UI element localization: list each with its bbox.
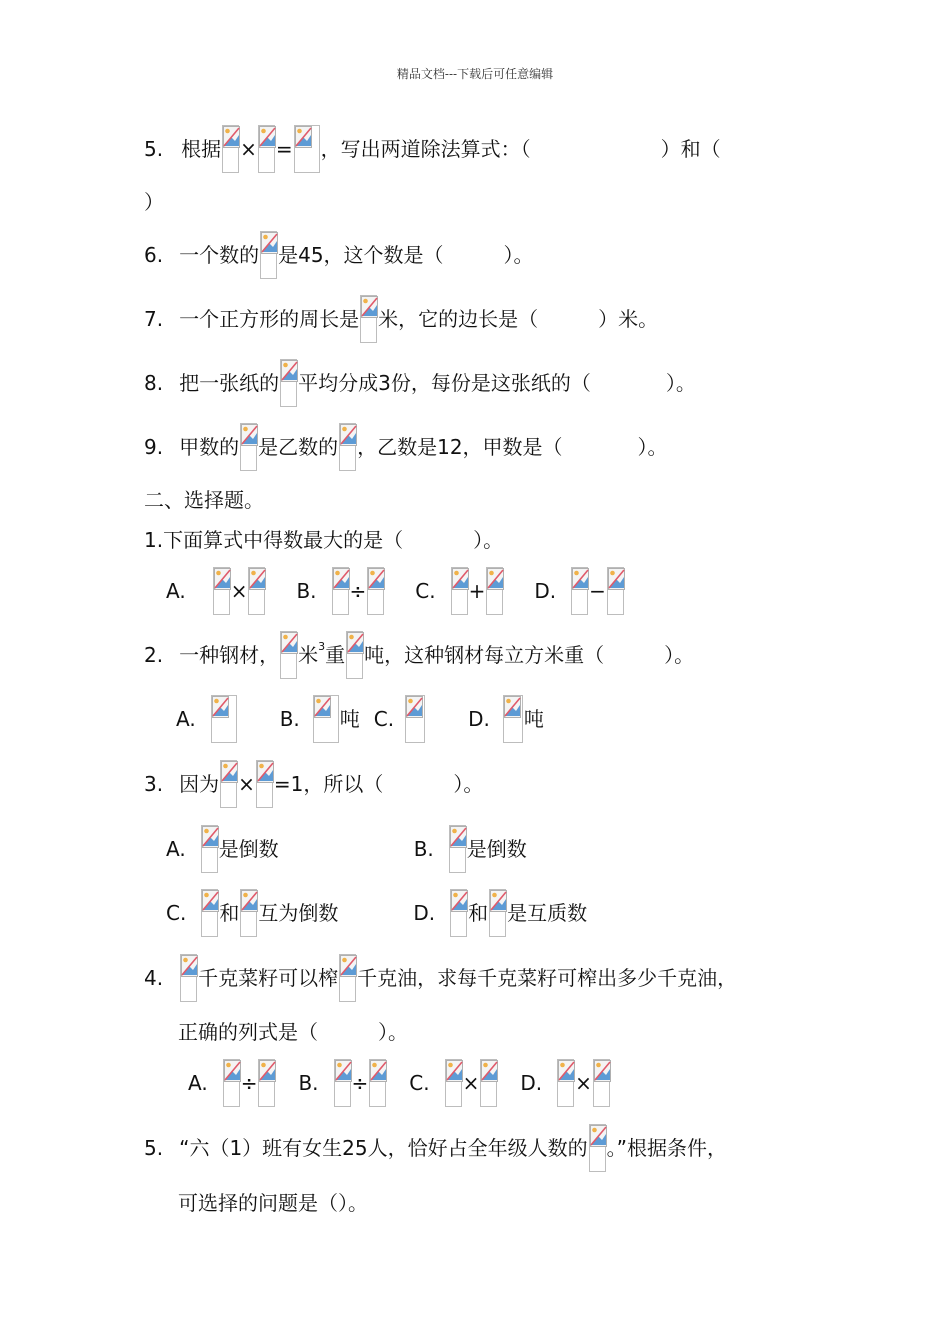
option-text: 是互质数 — [507, 901, 588, 925]
question-text: 是乙数的 — [258, 435, 339, 459]
choice-1-options — [166, 567, 625, 615]
question-text: 因为 — [179, 772, 220, 796]
fraction-image-icon — [480, 1059, 497, 1107]
question-text: 正确的列式是（ — [178, 1020, 318, 1044]
question-number: 7. — [144, 307, 164, 331]
question-number: 5. — [144, 1136, 164, 1160]
question-text: 吨，这种钢材每立方米重（ — [364, 643, 605, 667]
question-text: 甲数的 — [179, 435, 240, 459]
question-text: 米，它的边长是（ — [378, 307, 539, 331]
option-label-d: D. — [413, 901, 436, 925]
fraction-image-icon — [294, 125, 320, 173]
fraction-image-icon — [313, 695, 339, 743]
choice-question-3 — [144, 760, 483, 808]
choice-3-options-ab — [166, 825, 527, 873]
question-text: 可选择的问题是（）。 — [178, 1191, 368, 1215]
question-text: 一种钢材， — [179, 643, 280, 667]
question-text: ，写出两道除法算式：（ — [320, 137, 531, 161]
fraction-image-icon — [180, 954, 197, 1002]
fraction-image-icon — [557, 1059, 574, 1107]
question-text: ，乙数是12，甲数是（ — [357, 435, 563, 459]
option-label-a: A. — [188, 1071, 208, 1095]
question-text: 1.下面算式中得数最大的是（ — [144, 528, 404, 552]
question-text: 重 — [325, 643, 346, 667]
question-5 — [144, 125, 721, 173]
question-text: =1，所以（ — [273, 772, 384, 796]
option-label-b: B. — [279, 707, 300, 731]
fraction-image-icon — [339, 423, 356, 471]
option-label-d: D. — [534, 579, 557, 603]
fraction-image-icon — [369, 1059, 386, 1107]
option-label-b: B. — [298, 1071, 319, 1095]
fraction-image-icon — [607, 567, 624, 615]
choice-4-options — [188, 1059, 611, 1107]
fraction-image-icon — [346, 631, 363, 679]
unit-text: 吨 — [339, 707, 360, 731]
question-number: 9. — [144, 435, 164, 459]
fraction-image-icon — [240, 889, 257, 937]
choice-2-options — [176, 695, 544, 743]
fraction-image-icon — [332, 567, 349, 615]
question-text: 平均分成3份，每份是这张纸的（ — [298, 371, 591, 395]
fraction-image-icon — [486, 567, 503, 615]
closing-paren: ） — [144, 190, 164, 214]
question-number: 3. — [144, 772, 164, 796]
question-number: 8. — [144, 371, 164, 395]
fraction-image-icon — [593, 1059, 610, 1107]
question-text: ）。 — [664, 643, 695, 667]
page-header: 精品文档---下载后可任意编辑 — [396, 67, 554, 81]
fraction-image-icon — [445, 1059, 462, 1107]
question-text: 把一张纸的 — [179, 371, 280, 395]
question-text: 千克菜籽可以榨 — [198, 966, 339, 990]
question-text: 千克油，求每千克菜籽可榨出多少千克油， — [357, 966, 738, 990]
fraction-image-icon — [450, 889, 467, 937]
choice-question-4-line-2 — [178, 1017, 408, 1047]
option-text: 和 — [468, 901, 489, 925]
operator: × — [575, 1071, 592, 1095]
option-text: 是倒数 — [466, 837, 527, 861]
fraction-image-icon — [489, 889, 506, 937]
option-label-b: B. — [413, 837, 434, 861]
fraction-image-icon — [211, 695, 237, 743]
operator: + — [468, 579, 486, 603]
fraction-image-icon — [201, 825, 218, 873]
question-text: ）和（ — [660, 137, 721, 161]
superscript: 3 — [318, 640, 326, 653]
question-text: 是45，这个数是（ — [278, 243, 444, 267]
fraction-image-icon — [334, 1059, 351, 1107]
fraction-image-icon — [280, 631, 297, 679]
operator: ÷ — [240, 1071, 258, 1095]
choice-question-5 — [144, 1124, 727, 1172]
question-text: ）。 — [473, 528, 504, 552]
unit-text: 吨 — [523, 707, 544, 731]
fraction-image-icon — [248, 567, 265, 615]
question-text: ）米。 — [598, 307, 659, 331]
question-text: 。”根据条件， — [606, 1136, 728, 1160]
question-text: ）。 — [637, 435, 668, 459]
option-text: 是倒数 — [218, 837, 279, 861]
fraction-image-icon — [449, 825, 466, 873]
choice-question-5-line-2 — [178, 1188, 368, 1218]
operator: ÷ — [351, 1071, 369, 1095]
fraction-image-icon — [258, 1059, 275, 1107]
option-label-c: C. — [166, 901, 187, 925]
choice-question-1 — [144, 525, 503, 555]
option-label-a: A. — [166, 837, 186, 861]
fraction-image-icon — [222, 125, 239, 173]
question-text: 一个正方形的周长是 — [179, 307, 360, 331]
option-label-b: B. — [296, 579, 317, 603]
option-label-d: D. — [520, 1071, 543, 1095]
option-label-a: A. — [176, 707, 196, 731]
fraction-image-icon — [503, 695, 523, 743]
fraction-image-icon — [589, 1124, 606, 1172]
question-text: ）。 — [453, 772, 484, 796]
option-label-d: D. — [468, 707, 490, 731]
question-number: 5. — [144, 137, 164, 161]
choice-3-options-cd — [166, 889, 587, 937]
question-number: 6. — [144, 243, 164, 267]
operator: − — [589, 579, 606, 603]
question-text: “六（1）班有女生25人，恰好占全年级人数的 — [179, 1136, 588, 1160]
choice-question-4 — [144, 954, 737, 1002]
option-label-c: C. — [415, 579, 436, 603]
question-text: ）。 — [503, 243, 534, 267]
times-sign: × — [240, 137, 257, 161]
section-heading — [144, 485, 264, 515]
times-sign: × — [238, 772, 255, 796]
fraction-image-icon — [405, 695, 425, 743]
fraction-image-icon — [260, 231, 277, 279]
operator: × — [462, 1071, 480, 1095]
fraction-image-icon — [220, 760, 237, 808]
question-8 — [144, 359, 696, 407]
question-number: 2. — [144, 643, 164, 667]
question-text: 米 — [298, 643, 319, 667]
option-text: 和 — [219, 901, 240, 925]
operator: ÷ — [349, 579, 367, 603]
fraction-image-icon — [201, 889, 218, 937]
fraction-image-icon — [256, 760, 273, 808]
fraction-image-icon — [240, 423, 257, 471]
fraction-image-icon — [339, 954, 356, 1002]
fraction-image-icon — [213, 567, 230, 615]
fraction-image-icon — [360, 295, 377, 343]
option-text: 互为倒数 — [258, 901, 339, 925]
fraction-image-icon — [451, 567, 468, 615]
section-title: 二、选择题。 — [144, 488, 264, 512]
question-5-continued — [144, 187, 164, 217]
question-text: ）。 — [378, 1020, 408, 1044]
question-9 — [144, 423, 668, 471]
fraction-image-icon — [571, 567, 588, 615]
operator: × — [230, 579, 248, 603]
question-text: 一个数的 — [179, 243, 260, 267]
equals-sign: = — [275, 137, 293, 161]
fraction-image-icon — [367, 567, 384, 615]
option-label-c: C. — [409, 1071, 430, 1095]
question-number: 4. — [144, 966, 164, 990]
fraction-image-icon — [223, 1059, 240, 1107]
choice-question-2 — [144, 631, 694, 679]
fraction-image-icon — [280, 359, 297, 407]
option-label-c: C. — [373, 707, 395, 731]
option-label-a: A. — [166, 579, 186, 603]
question-text: 根据 — [181, 137, 222, 161]
question-text: ）。 — [665, 371, 696, 395]
question-6 — [144, 231, 534, 279]
question-7 — [144, 295, 658, 343]
fraction-image-icon — [258, 125, 275, 173]
